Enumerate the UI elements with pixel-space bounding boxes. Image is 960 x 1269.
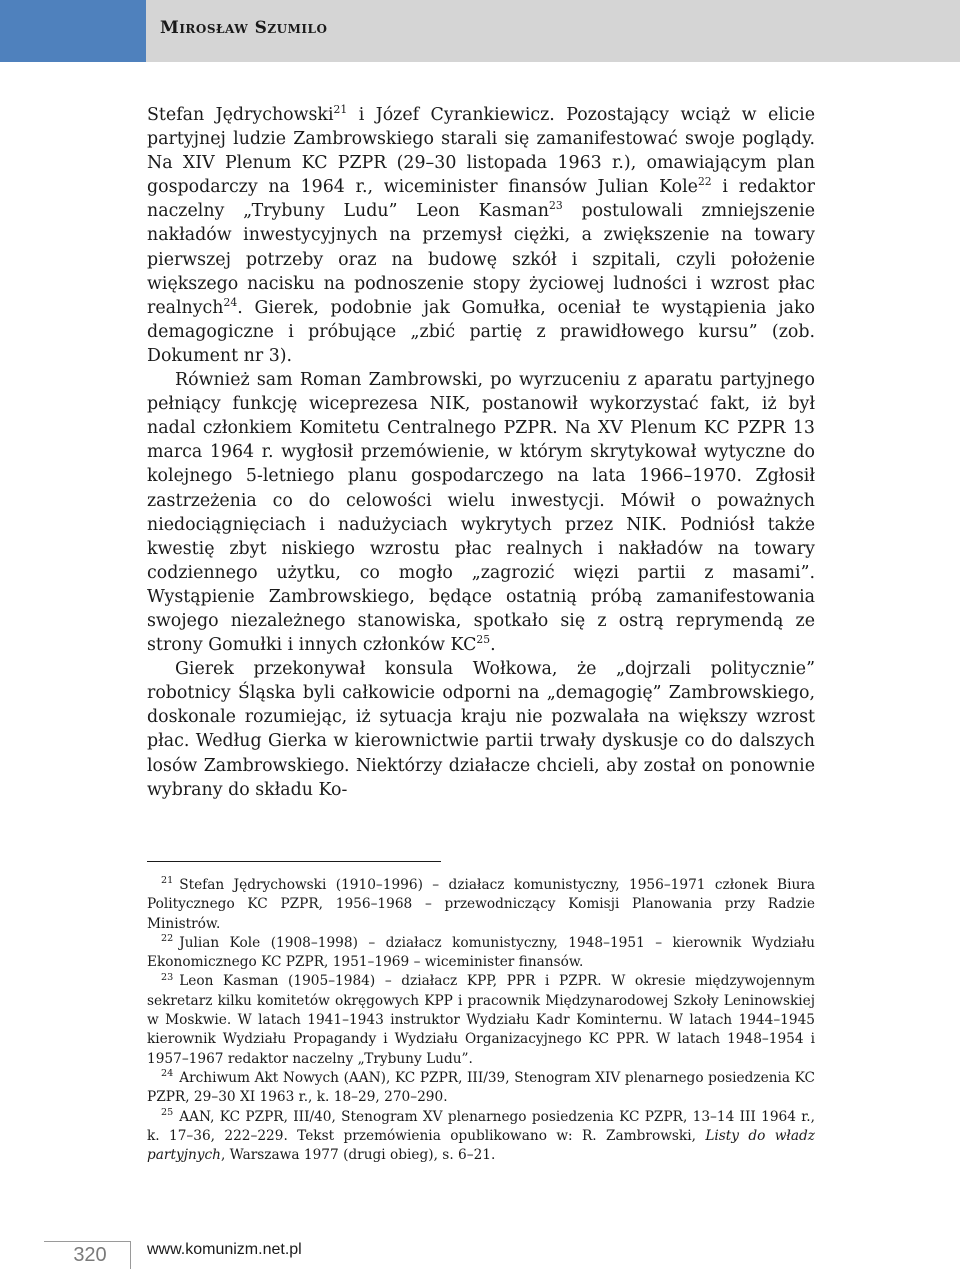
footnote-ref-21[interactable]: 21 [333,103,348,117]
main-text [147,103,815,802]
footnote-ref-23[interactable]: 23 [548,199,563,213]
footnote-ref-25[interactable]: 25 [476,633,491,647]
running-header-author: Mirosław Szumilo [160,18,328,38]
footnote-25: $^{25}$ AAN, KC PZPR, III/40, Stenogram XV plenarnego posiedzenia KC PZPR, 13–14 III 1964 r., k. 17–36, 222–229. Tekst przemówienia opublikowano w: R. Zambrowski, Listy do władz partyjnych, Warszawa 1977 (drugi obieg), s. 6–21. [147,1107,816,1164]
footnote-22: $^{22}$ Julian Kole (1908–1998) – działacz komunistyczny, 1948–1951 – kierownik Wydziału Ekonomicznego KC PZPR, 1951–1969 – wiceminister finansów. [147,933,815,971]
footnote-separator [147,861,441,862]
page-number: 320 [73,1244,107,1266]
footer-rule-vertical [130,1241,131,1269]
footnote-ref-24[interactable]: 24 [223,295,238,309]
footnote-24: $^{24}$ Archiwum Akt Nowych (AAN), KC PZPR, III/39, Stenogram XIV plenarnego posiedzenia KC PZPR, 29–30 XI 1963 r., k. 18–29, 270–290. [147,1068,815,1106]
header-color-block [0,0,146,62]
footnote-23: $^{23}$ Leon Kasman (1905–1984) – działacz KPP, PPR i PZPR. W okresie międzywojennym sekretarz kilku komitetów okręgowych KPP i pracownik Międzynarodowej Szkoły Leninowskiej w Moskwie. W latach 1941–1943 instruktor Wydziału Kadr Kominternu. W latach 1944–1945 kierownik Wydziału Propagandy i Wydziału Organizacyjnego KC PPR. W latach 1948–1954 i 1957–1967 redaktor naczelny „Trybuny Ludu”. [147,971,815,1067]
paragraph-1: Stefan Jędrychowski$^{21}$ i Józef Cyrankiewicz. Pozostający wciąż w elicie partyjnej ludzie Zambrowskiego starali się zamanifestować swoje poglądy. Na XIV Plenum KC PZPR (29–30 listopada 1963 r.), omawiającym plan gospodarczy na 1964 r., wiceminister finansów Julian Kole$^{22}$ i redaktor naczelny „Trybuny Ludu” Leon Kasman$^{23}$ postulowali zmniejszenie nakładów inwestycyjnych na przemysł ciężki, a zwiększenie na towary pierwszej potrzeby oraz na budowę szkół i szpitali, czyli położenie większego nacisku na podnoszenie stopy życiowej ludności i wzrost płac realnych$^{24}$. Gierek, podobnie jak Gomułka, oceniał te wystąpienia jako demagogiczne i próbujące „zbić partię z prawidłowego kursu” (zob. Dokument nr 3). [147,103,815,366]
paragraph-2: Również sam Roman Zambrowski, po wyrzuceniu z aparatu partyjnego pełniący funkcję wiceprezesa NIK, postanowił wykorzystać fakt, iż był nadal członkiem Komitetu Centralnego PZPR. Na XV Plenum KC PZPR 13 marca 1964 r. wygłosił przemówienie, w którym skrytykował wytyczne do kolejnego 5-letniego planu gospodarczego na lata 1966–1970. Zgłosił zastrzeżenia co do celowości wielu inwestycji. Mówił o poważnych niedociągnięciach i nadużyciach wykrytych przez NIK. Podniósł także kwestię zbyt niskiego wzrostu płac realnych i nakładów na towary codziennego użytku, co mogło „zagrozić więzi partii z masami”. Wystąpienie Zambrowskiego, będące ostatnią próbą zamanifestowania swojego niezależnego stanowiska, spotkało się z ostrą reprymendą ze strony Gomułki i innych członków KC$^{25}$. [147,370,815,656]
website-link[interactable]: www.komunizm.net.pl [147,1241,302,1258]
footnote-21: $^{21}$ Stefan Jędrychowski (1910–1996) – działacz komunistyczny, 1956–1971 członek Biura Politycznego KC PZPR, 1956–1968 – przewodniczący Komisji Planowania przy Radzie Ministrów. [147,875,815,932]
footer-rule [44,1241,130,1242]
paragraph-3: Gierek przekonywał konsula Wołkowa, że „dojrzali politycznie” robotnicy Śląska byli całkowicie odporni na „demagogię” Zambrowskiego, doskonale rozumiejąc, iż sytuacja kraju nie pozwalała na większy wzrost płac. Według Gierka w kierownictwie partii trwały dyskusje co do dalszych losów Zambrowskiego. Niektórzy działacze chcieli, aby został on ponownie wybrany do składu Ko- [147,659,815,800]
footnotes [147,876,815,1165]
footnote-ref-22[interactable]: 22 [697,175,712,189]
